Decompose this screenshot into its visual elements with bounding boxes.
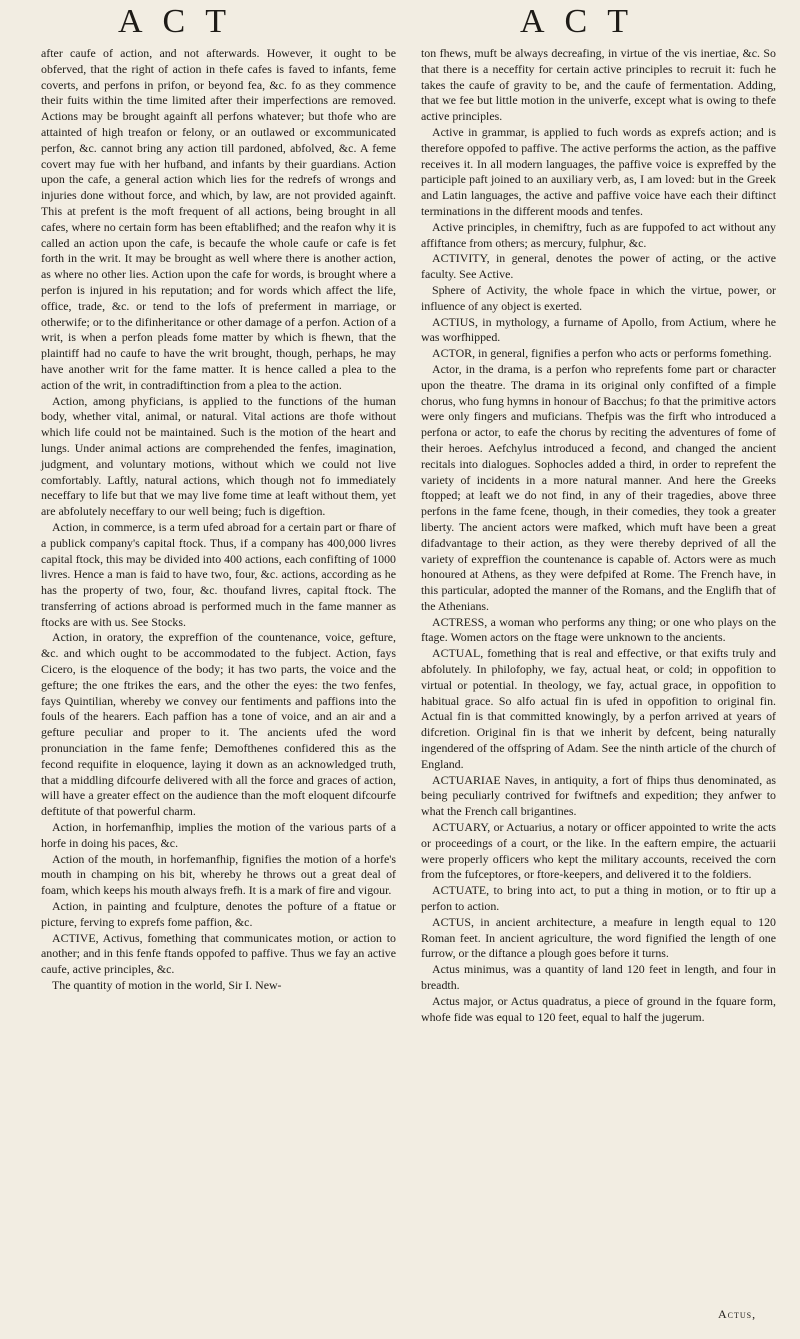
catchword: Actus, (718, 1307, 757, 1321)
paragraph: Actor, in the drama, is a perfon who reprefents fome part or character upon the theatre. The drama in its original only confifted of a fimple chorus, who fung hymns in honour of Bacchus; fo that the primitive actors were only fingers and muficians. Thefpis was the firft who introduced a perfona or actor, to eafe the chorus by reciting the adventures of fome of their heroes. Aefchylus introduced a fecond, and changed the ancient recitals into dialogues. Sophocles added a third, in order to reprefent the variety of incidents in a more natural manner. And here the Greeks ftopped; at leaft we do not find, in any of their tragedies, above three perfons in the fame fcene, though, in their comedies, they took a greater liberty. The ancient actors were mafked, which muft have been a great difadvantage to their action, as they were thereby deprived of all the variety of expreffion the countenance is capable of. Actors were as much honoured at Athens, as they were defpifed at Rome. The French have, in this particular, adopted the manner of the Romans, and the Englifh that of the Athenians. (421, 361, 777, 613)
header-headword-left: ACT (118, 3, 246, 40)
paragraph: ACTOR, in general, fignifies a perfon who acts or performs fomething. (432, 346, 772, 361)
right-column (421, 46, 776, 1025)
paragraph: ACTUAL, fomething that is real and effective, or that exifts truly and abfolutely. In philofophy, we fay, actual heat, or cold; in oppofition to virtual or potential. In theology, we fay, actual grace, in oppofition to habitual grace. So alfo actual fin is ufed in oppofition to original fin. Actual fin is that committed knowingly, by a perfon arrived at years of difcretion. Original fin is that we inherit by defcent, being naturally ingendered of the offspring of Adam. See the ninth article of the church of England. (421, 646, 776, 771)
paragraph: ACTUS, in ancient architecture, a meafure in length equal to 120 Roman feet. In ancient agriculture, the word fignified the length of one furrow, or the diftance a plough goes before it turns. (421, 914, 776, 961)
header-headword-right: ACT (520, 3, 648, 40)
paragraph: ACTUARIAE Naves, in antiquity, a fort of fhips thus denominated, as being peculiarly contrived for fwiftnefs and expedition; they anfwer to what the French call brigantines. (421, 772, 776, 819)
paragraph: ton fhews, muft be always decreafing, in virtue of the vis inertiae, &c. So that there is a neceffity for certain active principles to recruit it: fuch he takes the caufe of gravity to be, and the caufe of fermentation. Adding, that we fee but little motion in the univerfe, except what is owing to thefe active principles. (421, 46, 776, 124)
paragraph: Action, among phyficians, is applied to the functions of the human body, whether vital, animal, or natural. Vital actions are thofe without which life could not be maintained. Such is the motion of the heart and lungs. Under animal actions are comprehended the fenfes, imagination, judgment, and voluntary motions, without which we could not live comfortably. Laftly, natural actions, which though not fo immediately neceffary to life but that we may live fome time at leaft without them, yet are abfolutely neceffary to our well being; fuch is digeftion. (41, 393, 396, 519)
paragraph: Action, in painting and fculpture, denotes the pofture of a ftatue or picture, ferving to exprefs fome paffion, &c. (41, 899, 396, 929)
paragraph: Active principles, in chemiftry, fuch as are fuppofed to act without any affiftance from others; as mercury, fulphur, &c. (421, 219, 776, 250)
paragraph: Action, in oratory, the expreffion of the countenance, voice, gefture, &c. and which ought to be accommodated to the fubject. Action, fays Cicero, is the eloquence of the body; it has two parts, the voice and the gefture; the one ftrikes the ears, and the other the eyes: the two fenfes, fays Quintilian, whereby we convey our fentiments and paffions into the fouls of the hearers. Each paffion has a tone of voice, and an air and a gefture peculiar and proper to it. The ancients ufed the word pronunciation in the fame fenfe; Demofthenes confidered this as the fecond requifite in eloquence, laying it down as an acknowledged truth, that a middling difcourfe delivered with all the force and graces of action, will have a greater effect on the audience than the moft eloquent difcourfe deftitute of that powerful charm. (41, 630, 396, 819)
running-header (0, 0, 800, 50)
paragraph: Active in grammar, is applied to fuch words as exprefs action; and is therefore oppofed to paffive. The active performs the action, as the paffive receives it. In all modern languages, the paffive voice is expreffed by the participle paft joined to an auxiliary verb, as, I am loved: but in the Greek and Latin languages, the active and paffive voice have each their diftinct terminations in the different moods and tenfes. (421, 124, 776, 218)
paragraph: ACTUARY, or Actuarius, a notary or officer appointed to write the acts or proceedings of a court, or the like. In the eaftern empire, the actuarii were properly officers who kept the military accounts, received the corn from the fufceptores, or ftore-keepers, and delivered it to the foldiers. (421, 820, 776, 882)
paragraph: ACTUATE, to bring into act, to put a thing in motion, or to ftir up a perfon to action. (421, 883, 776, 914)
paragraph: Actus major, or Actus quadratus, a piece of ground in the fquare form, whofe fide was equal to 120 feet, equal to half the jugerum. (421, 993, 776, 1024)
left-column (41, 46, 396, 994)
paragraph: Action, in horfemanfhip, implies the motion of the various parts of a horfe in doing his paces, &c. (41, 820, 396, 850)
paragraph: ACTIUS, in mythology, a furname of Apollo, from Actium, where he was worfhipped. (421, 314, 776, 345)
paragraph: ACTRESS, a woman who performs any thing; or one who plays on the ftage. Women actors on the ftage were unknown to the ancients. (421, 614, 776, 645)
paragraph: Actus minimus, was a quantity of land 120 feet in length, and four in breadth. (421, 962, 776, 993)
paragraph: Sphere of Activity, the whole fpace in which the virtue, power, or influence of any object is exerted. (421, 282, 776, 313)
paragraph: after caufe of action, and not afterwards. However, it ought to be obferved, that the right of action in thefe cafes is faved to infants, feme coverts, and perfons in prifon, or beyond fea, &c. fo as they commence their fuits within the time limited after their imperfections are removed. Actions may be brought againft all perfons whatever; but thofe who are attainted of high treafon or felony, or an outlawed or excommunicated perfon, &c. cannot bring any action till pardoned, abfolved, &c. A feme covert may fue with her hufband, and infants by their guardians. Action upon the cafe, a general action which lies for the redrefs of wrongs and injuries done without force, and which, by law, are not provided againft. This at prefent is the moft frequent of all actions, being brought in all cafes, where no certain form has been eftablifhed; and the reafon why it is called an action upon the cafe, is becaufe the whole caufe or cafe is fet forth in the writ. It may be brought as well where there is another action, as where no other lies. Action upon the cafe for words, is brought where a perfon is injured in his reputation; and for words which affect the life, office, trade, &c. or tend to the lofs of preferment in marriage, or otherwife; or to the difinheritance or other damage of a perfon. Action of a writ, is when a perfon pleads fome matter by which is fhewn, that the plaintiff had no caufe to have the writ brought, though, perhaps, he may have another writ for the fame matter. It is hence called a plea to the action of the writ, in contradiftinction from a plea to the action. (41, 46, 396, 392)
paragraph: Action, in commerce, is a term ufed abroad for a certain part or fhare of a publick company's capital ftock. Thus, if a company has 400,000 livres capital ftock, this may be divided into 400 actions, each confifting of 1000 livres. Hence a man is faid to have two, four, &c. actions, according as he has the property of two, four, &c. thoufand livres, capital ftock. The transferring of actions abroad is performed much in the fame manner as ftocks are with us. See Stocks. (41, 519, 396, 629)
paragraph: The quantity of motion in the world, Sir I. New- (52, 978, 282, 993)
paragraph: ACTIVITY, in general, denotes the power of acting, or the active faculty. See Active. (421, 251, 776, 282)
paragraph: Action of the mouth, in horfemanfhip, fignifies the motion of a horfe's mouth in champing on his bit, whereby he throws out a great deal of foam, which keeps his mouth always frefh. It is a mark of fire and vigour. (41, 851, 396, 898)
paragraph: ACTIVE, Activus, fomething that communicates motion, or action to another; and in this fenfe ftands oppofed to paffive. Thus we fay an active caufe, active principles, &c. (41, 930, 396, 977)
